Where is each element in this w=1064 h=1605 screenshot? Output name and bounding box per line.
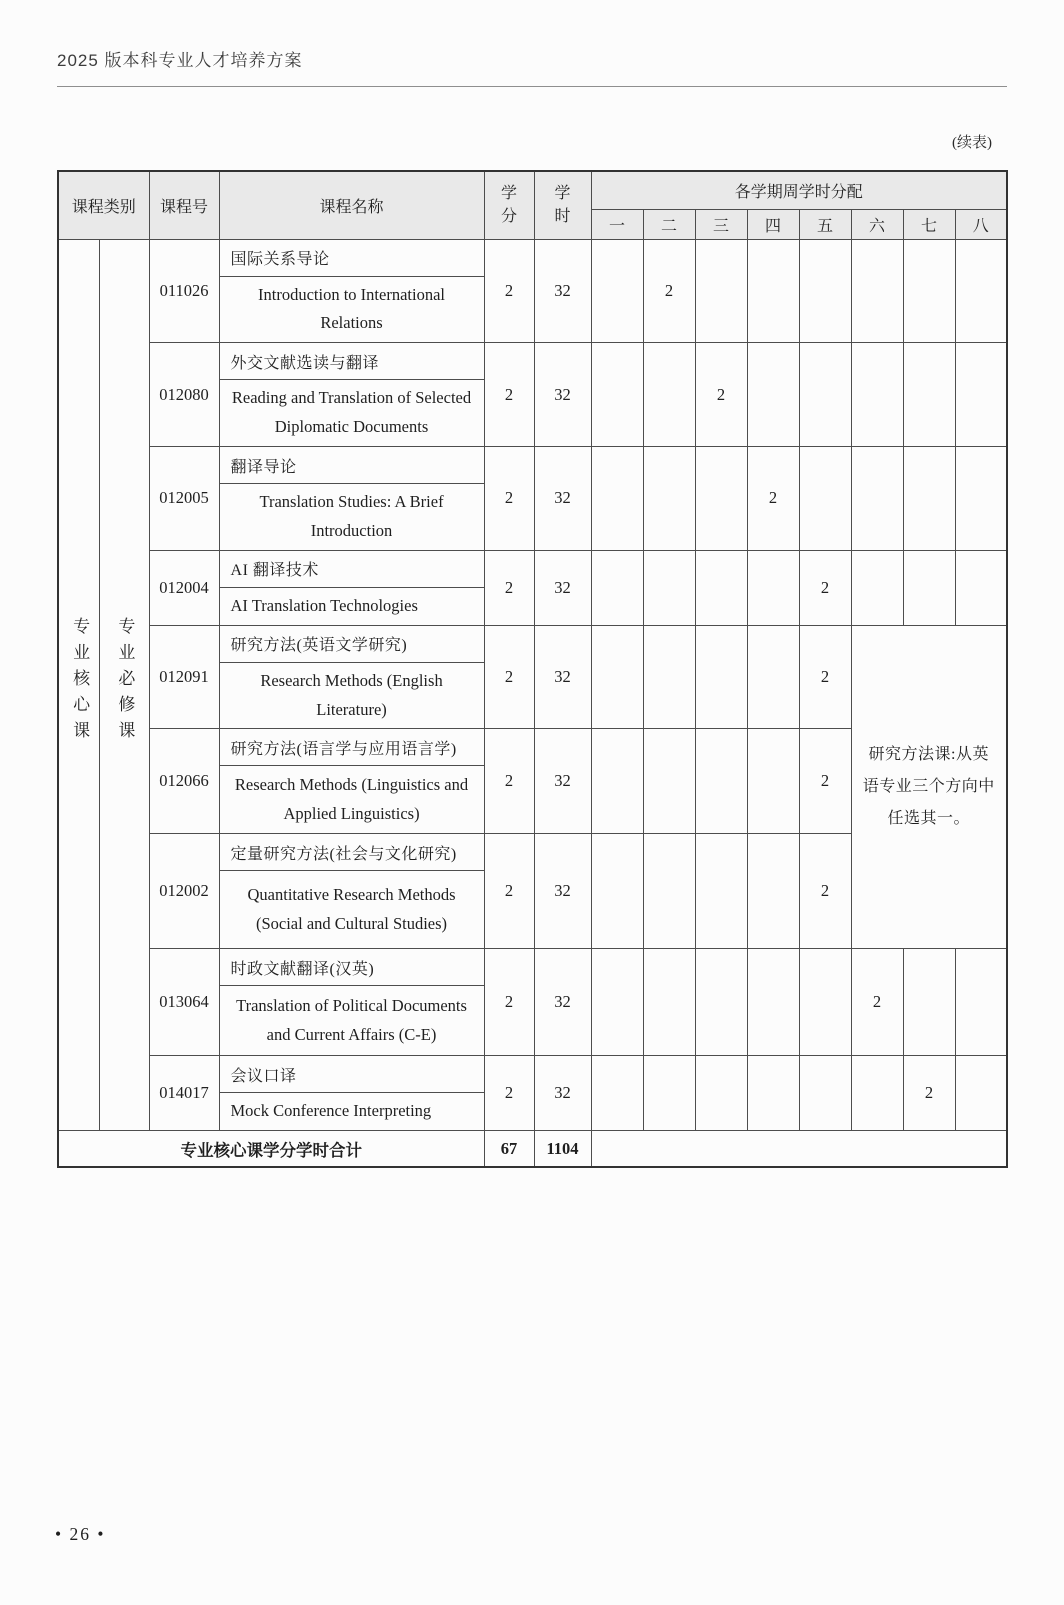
semester-hours-cell [643, 1056, 695, 1131]
course-name-zh: 定量研究方法(社会与文化研究) [220, 834, 484, 871]
semester-hours-cell [799, 1056, 851, 1131]
semester-hours-cell [695, 949, 747, 1056]
course-name-cell [219, 834, 484, 949]
semester-hours-cell [747, 1056, 799, 1131]
total-label: 专业核心课学分学时合计 [58, 1131, 484, 1167]
semester-hours-cell: 2 [851, 949, 903, 1056]
course-code: 011026 [149, 239, 219, 343]
page-title: 2025 版本科专业人才培养方案 [57, 51, 303, 70]
semester-hours-cell [799, 239, 851, 343]
credits-cell: 2 [484, 550, 534, 625]
course-name-cell [219, 729, 484, 834]
semester-hours-cell: 2 [799, 729, 851, 834]
credits-cell: 2 [484, 343, 534, 447]
semester-hours-cell [955, 1056, 1007, 1131]
semester-hours-cell [591, 1056, 643, 1131]
semester-col-header: 三 [695, 209, 747, 239]
semester-hours-cell [747, 343, 799, 447]
credits-cell: 2 [484, 729, 534, 834]
semester-hours-cell [747, 949, 799, 1056]
semester-hours-cell [903, 343, 955, 447]
semester-hours-cell [903, 239, 955, 343]
semester-hours-cell: 2 [903, 1056, 955, 1131]
course-name-zh: 研究方法(语言学与应用语言学) [220, 729, 484, 766]
semester-hours-cell [747, 625, 799, 729]
course-code: 014017 [149, 1056, 219, 1131]
course-name-en: Mock Conference Interpreting [230, 1101, 432, 1121]
table-row [58, 949, 1007, 1056]
semester-hours-cell [799, 447, 851, 551]
semester-hours-cell [643, 625, 695, 729]
semester-hours-cell [643, 949, 695, 1056]
semester-hours-cell [747, 729, 799, 834]
course-name-en: Quantitative Research Methods (Social and Cultural Studies) [247, 885, 456, 933]
semester-hours-cell [851, 239, 903, 343]
semester-hours-cell: 2 [643, 239, 695, 343]
hours-cell: 32 [534, 550, 591, 625]
course-code: 012005 [149, 447, 219, 551]
course-name-zh: 翻译导论 [220, 447, 484, 484]
semester-hours-cell: 2 [799, 625, 851, 729]
table-row [58, 239, 1007, 343]
table-row [58, 1056, 1007, 1131]
hours-cell: 32 [534, 343, 591, 447]
semester-hours-cell: 2 [695, 343, 747, 447]
course-code: 012080 [149, 343, 219, 447]
category-primary-cell: 专业核心课 [58, 239, 99, 1131]
course-name-cell [219, 1056, 484, 1131]
total-hours: 1104 [534, 1131, 591, 1167]
semester-hours-cell [591, 834, 643, 949]
course-code: 012066 [149, 729, 219, 834]
hours-cell: 32 [534, 447, 591, 551]
semester-hours-cell [643, 447, 695, 551]
semester-hours-cell [591, 625, 643, 729]
semester-hours-cell [591, 729, 643, 834]
credits-cell: 2 [484, 239, 534, 343]
credits-cell: 2 [484, 1056, 534, 1131]
semester-col-header: 一 [591, 209, 643, 239]
course-name-cell [219, 447, 484, 551]
total-empty-cell [591, 1131, 1007, 1167]
col-header-course-no: 课程号 [149, 171, 219, 239]
semester-hours-cell [903, 550, 955, 625]
semester-hours-cell [799, 343, 851, 447]
semester-hours-cell [747, 834, 799, 949]
page-number: • 26 • [55, 1524, 106, 1544]
semester-hours-cell: 2 [799, 550, 851, 625]
curriculum-table [57, 170, 1008, 1168]
col-header-hours: 学时 [534, 171, 591, 239]
total-credits: 67 [484, 1131, 534, 1167]
course-name-en: AI Translation Technologies [230, 595, 418, 615]
research-methods-note: 研究方法课:从英语专业三个方向中任选其一。 [851, 625, 1007, 949]
semester-col-header: 四 [747, 209, 799, 239]
semester-hours-cell [695, 729, 747, 834]
continued-label: (续表) [952, 135, 992, 151]
category-secondary-cell: 专业必修课 [99, 239, 149, 1131]
credits-cell: 2 [484, 834, 534, 949]
table-row [58, 343, 1007, 447]
semester-hours-cell [695, 1056, 747, 1131]
semester-hours-cell [695, 447, 747, 551]
semester-hours-cell [695, 239, 747, 343]
semester-hours-cell [695, 550, 747, 625]
semester-hours-cell [747, 550, 799, 625]
hours-cell: 32 [534, 729, 591, 834]
semester-hours-cell [955, 949, 1007, 1056]
semester-hours-cell [747, 239, 799, 343]
hours-cell: 32 [534, 1056, 591, 1131]
semester-hours-cell [643, 834, 695, 949]
semester-col-header: 八 [955, 209, 1007, 239]
course-name-cell [219, 625, 484, 729]
semester-hours-cell [695, 625, 747, 729]
course-name-cell [219, 550, 484, 625]
course-name-cell [219, 949, 484, 1056]
course-name-en: Translation Studies: A Brief Introduction [259, 492, 444, 540]
course-name-zh: AI 翻译技术 [220, 551, 484, 588]
course-name-zh: 外交文献选读与翻译 [220, 343, 484, 380]
semester-col-header: 二 [643, 209, 695, 239]
course-code: 012004 [149, 550, 219, 625]
total-row [58, 1131, 1007, 1167]
course-code: 013064 [149, 949, 219, 1056]
course-code: 012091 [149, 625, 219, 729]
hours-cell: 32 [534, 834, 591, 949]
document-header [57, 46, 1007, 87]
semester-hours-cell [851, 550, 903, 625]
semester-hours-cell [695, 834, 747, 949]
course-name-en: Introduction to International Relations [258, 284, 445, 333]
course-name-en: Reading and Translation of Selected Diplomatic Documents [231, 388, 472, 437]
hours-cell: 32 [534, 625, 591, 729]
semester-hours-cell [799, 949, 851, 1056]
course-code: 012002 [149, 834, 219, 949]
semester-hours-cell [591, 343, 643, 447]
course-name-en: Translation of Political Documents and Current Affairs (C-E) [236, 996, 467, 1044]
hours-cell: 32 [534, 949, 591, 1056]
semester-hours-cell [955, 447, 1007, 551]
semester-hours-cell: 2 [747, 447, 799, 551]
semester-col-header: 五 [799, 209, 851, 239]
col-header-category: 课程类别 [58, 171, 149, 239]
semester-col-header: 六 [851, 209, 903, 239]
course-name-cell [219, 343, 484, 447]
course-name-zh: 时政文献翻译(汉英) [220, 949, 484, 986]
hours-cell: 32 [534, 239, 591, 343]
semester-col-header: 七 [903, 209, 955, 239]
semester-hours-cell [955, 550, 1007, 625]
semester-hours-cell [903, 949, 955, 1056]
course-name-zh: 国际关系导论 [220, 240, 484, 277]
semester-hours-cell [643, 550, 695, 625]
course-name-zh: 研究方法(英语文学研究) [220, 626, 484, 663]
semester-hours-cell [591, 949, 643, 1056]
col-header-semester-group: 各学期周学时分配 [591, 171, 1007, 209]
semester-hours-cell [643, 343, 695, 447]
col-header-credits: 学分 [484, 171, 534, 239]
credits-cell: 2 [484, 625, 534, 729]
course-name-zh: 会议口译 [220, 1056, 484, 1093]
semester-hours-cell [643, 729, 695, 834]
course-name-en: Research Methods (Linguistics and Applied Linguistics) [234, 775, 469, 823]
credits-cell: 2 [484, 949, 534, 1056]
table-row [58, 550, 1007, 625]
semester-hours-cell [591, 550, 643, 625]
semester-hours-cell [851, 447, 903, 551]
col-header-course-name: 课程名称 [219, 171, 484, 239]
semester-hours-cell: 2 [799, 834, 851, 949]
table-row [58, 625, 1007, 729]
semester-hours-cell [591, 447, 643, 551]
table-row [58, 447, 1007, 551]
semester-hours-cell [955, 239, 1007, 343]
semester-hours-cell [903, 447, 955, 551]
credits-cell: 2 [484, 447, 534, 551]
semester-hours-cell [955, 343, 1007, 447]
semester-hours-cell [851, 343, 903, 447]
course-name-cell [219, 239, 484, 343]
header-rule [57, 86, 1007, 87]
semester-hours-cell [851, 1056, 903, 1131]
semester-hours-cell [591, 239, 643, 343]
course-name-en: Research Methods (English Literature) [260, 670, 443, 719]
